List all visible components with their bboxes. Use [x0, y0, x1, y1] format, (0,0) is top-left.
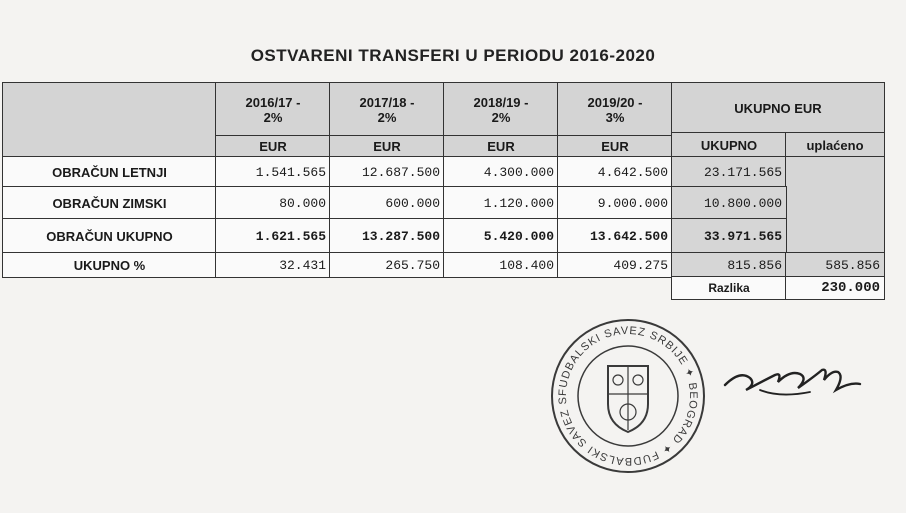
total-cell: 815.856: [671, 252, 787, 278]
year-header-2: [329, 82, 445, 137]
total-cell: 10.800.000: [671, 186, 787, 220]
signature-icon: [720, 340, 870, 410]
stamp-seal-icon: [548, 316, 708, 476]
value-cell: 1.541.565: [215, 156, 331, 188]
value-cell: 9.000.000: [557, 186, 673, 220]
currency-header-1: EUR: [215, 135, 331, 158]
value-cell: 32.431: [215, 252, 331, 278]
year-percent: 2%: [263, 109, 283, 125]
currency-header-3: EUR: [443, 135, 559, 158]
razlika-label: Razlika: [671, 276, 787, 300]
paid-cell: 585.856: [785, 252, 885, 278]
ukupno-eur-header: UKUPNO EUR: [671, 82, 885, 134]
value-cell: 108.400: [443, 252, 559, 278]
year-percent: 2%: [491, 109, 511, 125]
corner-header-cell: [2, 82, 217, 158]
value-cell: 4.300.000: [443, 156, 559, 188]
total-cell: 23.171.565: [671, 156, 787, 188]
row-label-zimski: OBRAČUN ZIMSKI: [2, 186, 217, 220]
year-percent: 2%: [377, 109, 397, 125]
year-header-1: [215, 82, 331, 137]
uplaceno-empty-block: [785, 156, 885, 254]
document-title: OSTVARENI TRANSFERI U PERIODU 2016-2020: [250, 46, 656, 65]
value-cell: 80.000: [215, 186, 331, 220]
value-cell: 600.000: [329, 186, 445, 220]
row-label-ukupno-percent: UKUPNO %: [2, 252, 217, 278]
ukupno-col-header: UKUPNO: [671, 132, 787, 158]
year-label: 2019/20 -: [587, 94, 643, 110]
value-cell: 1.120.000: [443, 186, 559, 220]
handwritten-signature: [720, 340, 870, 415]
year-label: 2018/19 -: [473, 94, 529, 110]
svg-text:FUDBALSKI SAVEZ SRBIJE ✦ BEOGR: FUDBALSKI SAVEZ SRBIJE ✦ BEOGRAD ✦ FUDBALSKI SAVEZ S: [556, 324, 700, 468]
value-cell: 12.687.500: [329, 156, 445, 188]
currency-header-2: EUR: [329, 135, 445, 158]
value-cell: 4.642.500: [557, 156, 673, 188]
value-cell: 265.750: [329, 252, 445, 278]
uplaceno-col-header: uplaćeno: [785, 132, 885, 158]
value-cell: 5.420.000: [443, 218, 559, 254]
year-label: 2016/17 -: [245, 94, 301, 110]
currency-header-4: EUR: [557, 135, 673, 158]
total-cell: 33.971.565: [671, 218, 787, 254]
official-stamp: [548, 316, 708, 481]
value-cell: 409.275: [557, 252, 673, 278]
value-cell: 13.287.500: [329, 218, 445, 254]
year-header-4: [557, 82, 673, 137]
year-percent: 3%: [605, 109, 625, 125]
value-cell: 13.642.500: [557, 218, 673, 254]
value-cell: 1.621.565: [215, 218, 331, 254]
year-label: 2017/18 -: [359, 94, 415, 110]
row-label-ukupno: OBRAČUN UKUPNO: [2, 218, 217, 254]
razlika-value: 230.000: [785, 276, 885, 300]
row-label-letnji: OBRAČUN LETNJI: [2, 156, 217, 188]
year-header-3: [443, 82, 559, 137]
